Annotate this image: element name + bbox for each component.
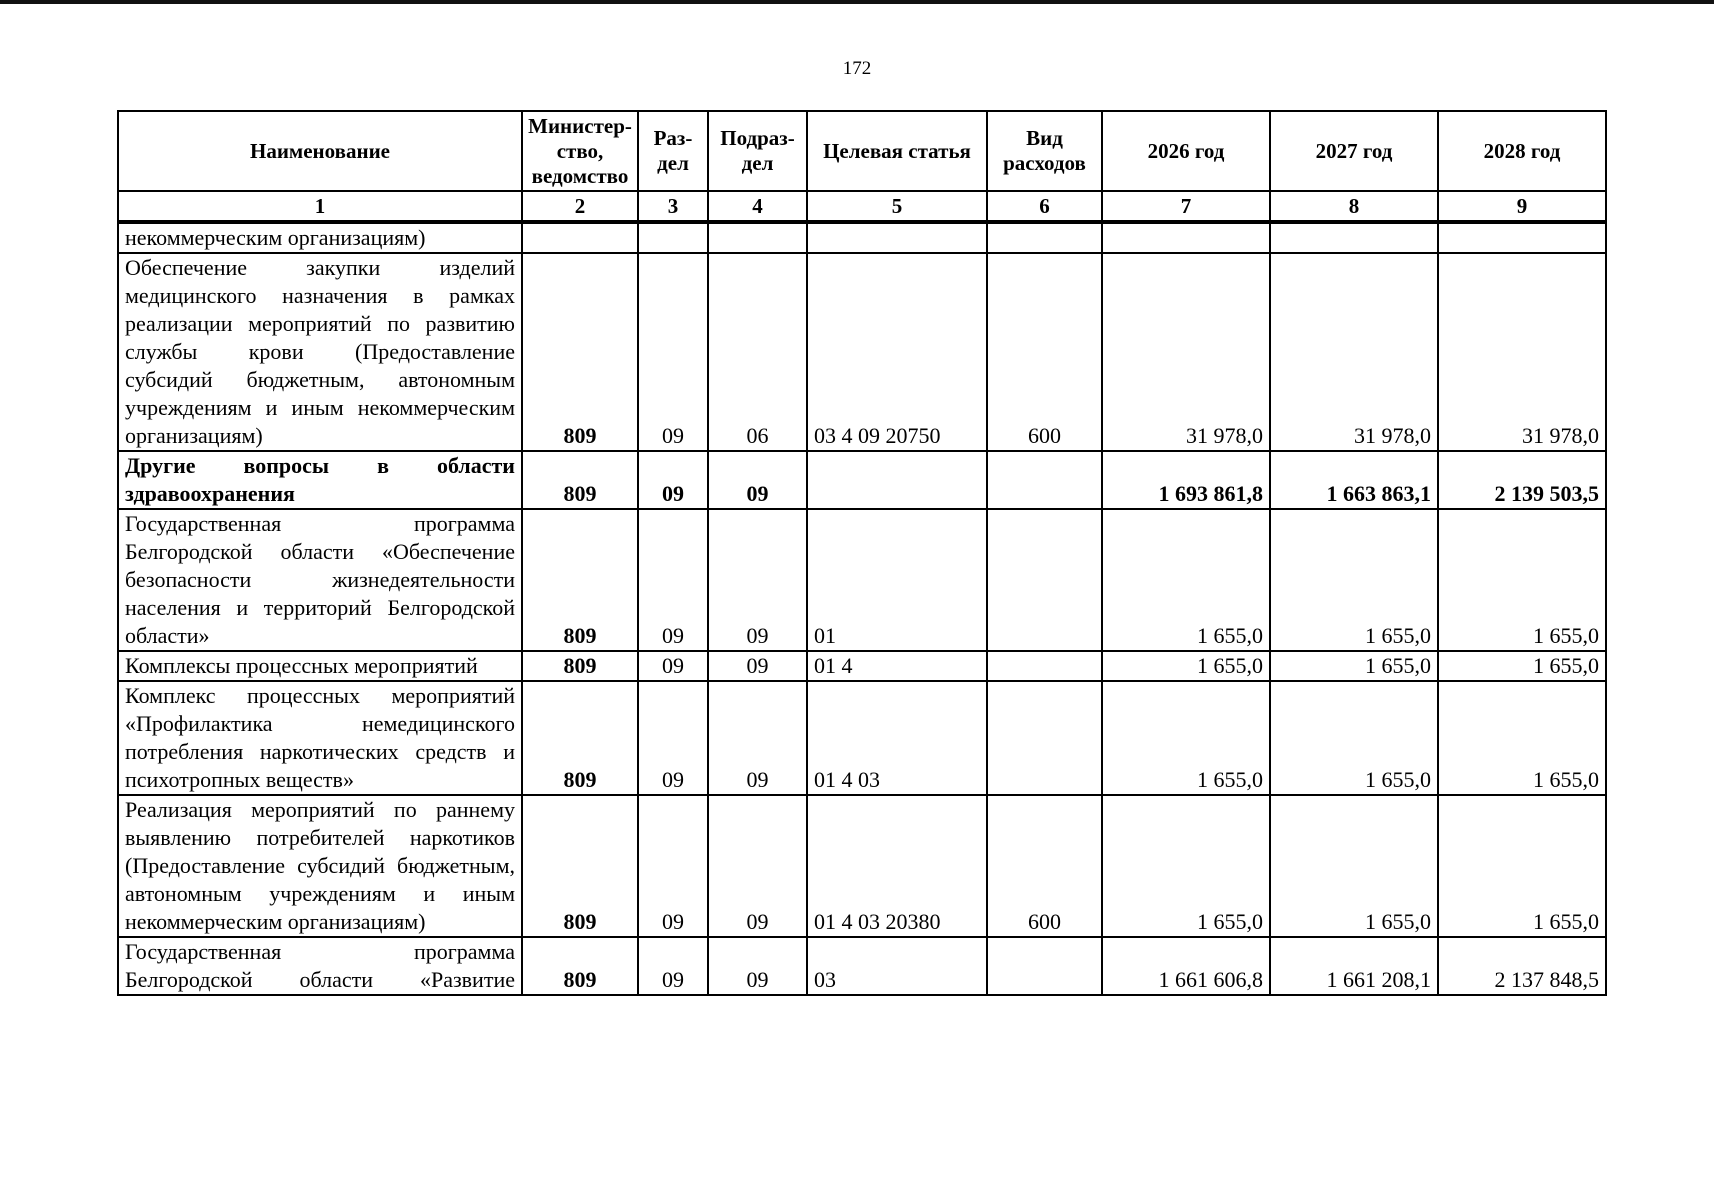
row-2028: 1 655,0 [1438, 795, 1606, 937]
row-expense-type [987, 651, 1102, 681]
header-ministry: Министер-ство, ведомство [522, 111, 638, 191]
budget-table [117, 110, 1607, 996]
row-subsection: 09 [708, 681, 807, 795]
row-expense-type [987, 937, 1102, 995]
row-2028: 2 137 848,5 [1438, 937, 1606, 995]
row-2026: 1 655,0 [1102, 651, 1270, 681]
row-name: Другие вопросы в области здравоохранения [118, 451, 522, 509]
row-expense-type: 600 [987, 795, 1102, 937]
row-name: Обеспечение закупки изделий медицинского назначения в рамках реализации мероприятий по развитию службы крови (Предоставление субсидий бюджетным, автономным учреждениям и иным некоммерческим организациям) [118, 253, 522, 451]
row-ministry: 809 [522, 651, 638, 681]
row-subsection: 06 [708, 253, 807, 451]
column-number: 6 [987, 191, 1102, 222]
row-ministry: 809 [522, 451, 638, 509]
row-section: 09 [638, 253, 708, 451]
row-2027: 31 978,0 [1270, 253, 1438, 451]
header-name: Наименование [118, 111, 522, 191]
row-2028: 31 978,0 [1438, 253, 1606, 451]
row-expense-type: 600 [987, 253, 1102, 451]
table-row [118, 937, 1606, 995]
row-target: 01 [807, 509, 987, 651]
row-section [638, 222, 708, 253]
row-target: 03 4 09 20750 [807, 253, 987, 451]
row-ministry: 809 [522, 937, 638, 995]
row-target: 03 [807, 937, 987, 995]
row-expense-type [987, 681, 1102, 795]
row-expense-type [987, 222, 1102, 253]
row-ministry: 809 [522, 681, 638, 795]
row-section: 09 [638, 509, 708, 651]
row-2027: 1 661 208,1 [1270, 937, 1438, 995]
top-border-line [0, 0, 1714, 4]
row-2026 [1102, 222, 1270, 253]
row-name: Комплексы процессных мероприятий [118, 651, 522, 681]
row-target: 01 4 03 20380 [807, 795, 987, 937]
row-2027: 1 655,0 [1270, 795, 1438, 937]
header-section: Раз-дел [638, 111, 708, 191]
row-2028 [1438, 222, 1606, 253]
row-2026: 1 661 606,8 [1102, 937, 1270, 995]
row-section: 09 [638, 451, 708, 509]
header-2026: 2026 год [1102, 111, 1270, 191]
column-number: 1 [118, 191, 522, 222]
row-ministry: 809 [522, 509, 638, 651]
header-2027: 2027 год [1270, 111, 1438, 191]
row-subsection: 09 [708, 651, 807, 681]
table-row [118, 253, 1606, 451]
column-number: 4 [708, 191, 807, 222]
table-row [118, 222, 1606, 253]
row-expense-type [987, 451, 1102, 509]
row-2027: 1 655,0 [1270, 651, 1438, 681]
row-2028: 1 655,0 [1438, 681, 1606, 795]
row-2027: 1 655,0 [1270, 681, 1438, 795]
row-2027: 1 655,0 [1270, 509, 1438, 651]
row-name: Государственная программа Белгородской области «Обеспечение безопасности жизнедеятельности населения и территорий Белгородской области» [118, 509, 522, 651]
row-2026: 1 693 861,8 [1102, 451, 1270, 509]
table-row [118, 681, 1606, 795]
header-expense-type: Вид расходов [987, 111, 1102, 191]
row-subsection [708, 222, 807, 253]
row-subsection: 09 [708, 937, 807, 995]
row-target [807, 451, 987, 509]
table-row-section-total [118, 451, 1606, 509]
column-number: 7 [1102, 191, 1270, 222]
row-section: 09 [638, 795, 708, 937]
page-number: 172 [842, 58, 872, 79]
row-2026: 1 655,0 [1102, 681, 1270, 795]
column-number: 9 [1438, 191, 1606, 222]
row-target: 01 4 03 [807, 681, 987, 795]
row-expense-type [987, 509, 1102, 651]
row-ministry [522, 222, 638, 253]
header-row [118, 111, 1606, 191]
row-2028: 2 139 503,5 [1438, 451, 1606, 509]
header-subsection: Подраз-дел [708, 111, 807, 191]
table-row [118, 651, 1606, 681]
row-ministry: 809 [522, 795, 638, 937]
row-2026: 1 655,0 [1102, 795, 1270, 937]
row-2027 [1270, 222, 1438, 253]
row-2028: 1 655,0 [1438, 509, 1606, 651]
table-row [118, 509, 1606, 651]
row-2026: 31 978,0 [1102, 253, 1270, 451]
column-number: 8 [1270, 191, 1438, 222]
table-row [118, 795, 1606, 937]
row-2028: 1 655,0 [1438, 651, 1606, 681]
row-target [807, 222, 987, 253]
row-name: Комплекс процессных мероприятий «Профилактика немедицинского потребления наркотических средств и психотропных веществ» [118, 681, 522, 795]
row-2026: 1 655,0 [1102, 509, 1270, 651]
row-subsection: 09 [708, 795, 807, 937]
header-2028: 2028 год [1438, 111, 1606, 191]
row-target: 01 4 [807, 651, 987, 681]
column-number: 2 [522, 191, 638, 222]
row-ministry: 809 [522, 253, 638, 451]
row-subsection: 09 [708, 451, 807, 509]
header-target: Целевая статья [807, 111, 987, 191]
row-subsection: 09 [708, 509, 807, 651]
column-number: 5 [807, 191, 987, 222]
row-section: 09 [638, 937, 708, 995]
column-number-row [118, 191, 1606, 222]
row-name: некоммерческим организациям) [118, 222, 522, 253]
column-number: 3 [638, 191, 708, 222]
row-name: Государственная программа Белгородской области «Развитие [118, 937, 522, 995]
row-section: 09 [638, 651, 708, 681]
row-name: Реализация мероприятий по раннему выявлению потребителей наркотиков (Предоставление субсидий бюджетным, автономным учреждениям и иным некоммерческим организациям) [118, 795, 522, 937]
row-section: 09 [638, 681, 708, 795]
row-2027: 1 663 863,1 [1270, 451, 1438, 509]
